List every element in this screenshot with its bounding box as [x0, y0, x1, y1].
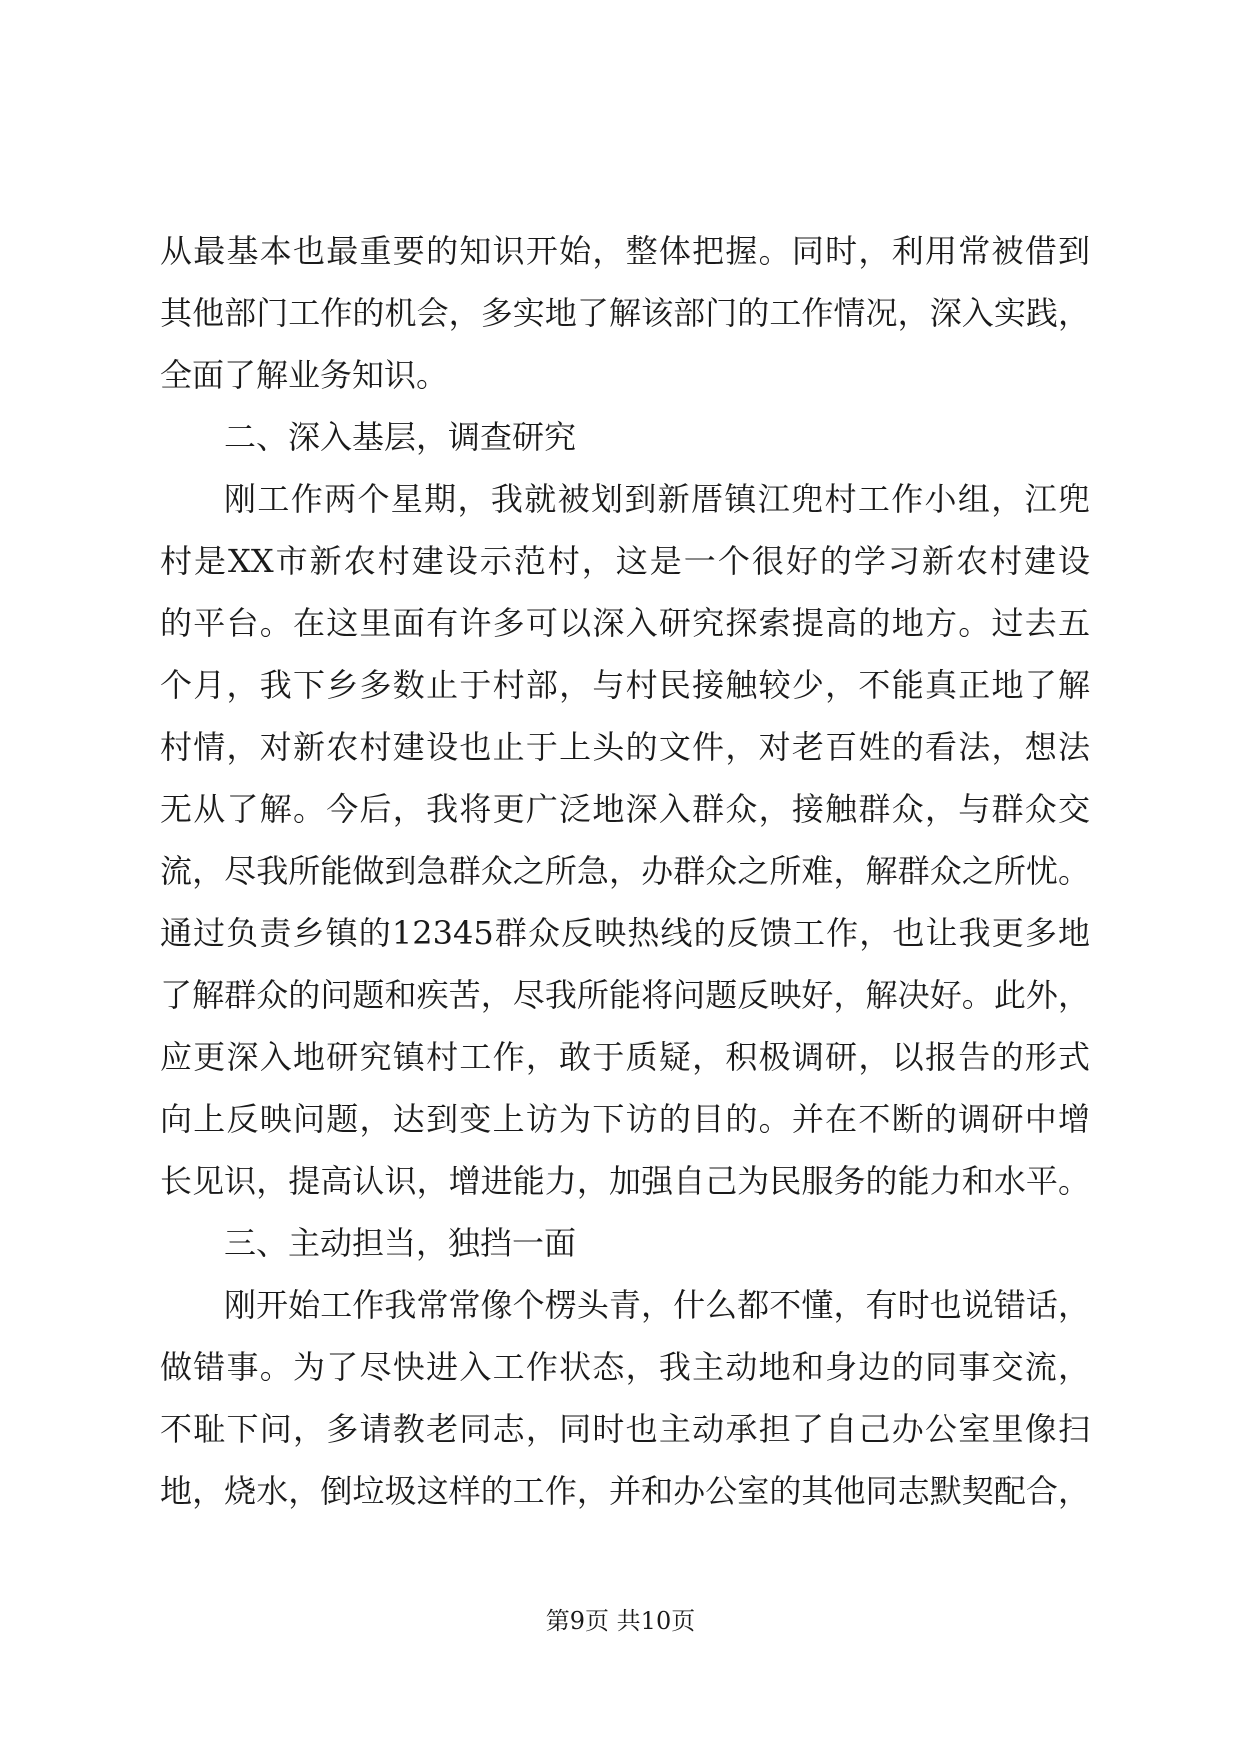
text-line: 村是XX市新农村建设示范村，这是一个很好的学习新农村建设: [160, 542, 1090, 580]
text-line: 的平台。在这里面有许多可以深入研究探索提高的地方。过去五: [160, 604, 1090, 642]
text-line: 其他部门工作的机会，多实地了解该部门的工作情况，深入实践，: [160, 294, 1090, 332]
text-line: 应更深入地研究镇村工作，敢于质疑，积极调研，以报告的形式: [160, 1038, 1090, 1076]
text-line: 村情，对新农村建设也止于上头的文件，对老百姓的看法，想法: [160, 728, 1090, 766]
text-line: 刚工作两个星期，我就被划到新厝镇江兜村工作小组，江兜: [224, 480, 1090, 518]
text-line: 向上反映问题，达到变上访为下访的目的。并在不断的调研中增: [160, 1100, 1090, 1138]
text-line: 刚开始工作我常常像个楞头青，什么都不懂，有时也说错话，: [224, 1286, 1090, 1324]
section-heading: 三、主动担当，独挡一面: [224, 1224, 577, 1262]
text-line: 长见识，提高认识，增进能力，加强自己为民服务的能力和水平。: [160, 1162, 1090, 1200]
document-body: [160, 220, 1090, 1522]
text-line: 不耻下问，多请教老同志，同时也主动承担了自己办公室里像扫: [160, 1410, 1090, 1448]
text-line: 全面了解业务知识。: [160, 356, 449, 394]
text-line: 流，尽我所能做到急群众之所急，办群众之所难，解群众之所忧。: [160, 852, 1090, 890]
text-line: 了解群众的问题和疾苦，尽我所能将问题反映好，解决好。此外，: [160, 976, 1090, 1014]
text-line: 做错事。为了尽快进入工作状态，我主动地和身边的同事交流，: [160, 1348, 1090, 1386]
text-line: 个月，我下乡多数止于村部，与村民接触较少，不能真正地了解: [160, 666, 1090, 704]
text-line: 从最基本也最重要的知识开始，整体把握。同时，利用常被借到: [160, 232, 1090, 270]
section-heading: 二、深入基层，调查研究: [224, 418, 577, 456]
text-line: 通过负责乡镇的12345群众反映热线的反馈工作，也让我更多地: [160, 914, 1090, 952]
text-line: 地，烧水，倒垃圾这样的工作，并和办公室的其他同志默契配合，: [160, 1472, 1090, 1510]
text-line: 无从了解。今后，我将更广泛地深入群众，接触群众，与群众交: [160, 790, 1090, 828]
page-footer: 第9页 共10页: [545, 1607, 696, 1635]
